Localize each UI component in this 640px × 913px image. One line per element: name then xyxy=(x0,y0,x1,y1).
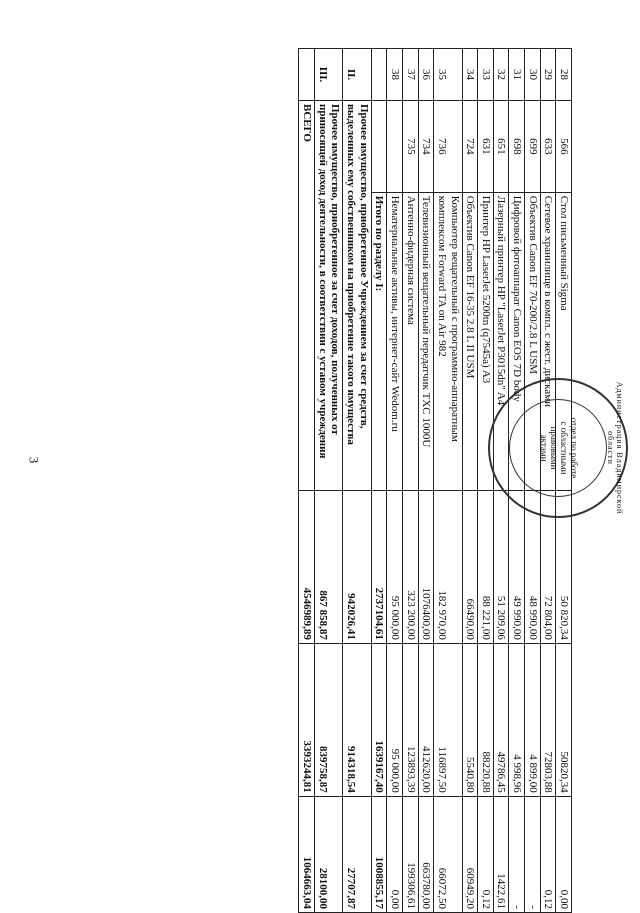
row-number: 32 xyxy=(493,49,509,101)
subtotal-a: 2737104,61 xyxy=(371,490,387,643)
total-label: ВСЕГО xyxy=(299,100,315,490)
asset-name: Принтер HP LaserJet 5200tn (q7545a) A3 xyxy=(478,192,494,490)
asset-name: Телевизионный вещательный передатчик TXC 1000U xyxy=(418,192,434,490)
asset-name: Компьютер вещательный с программно-аппаратным комплексом Forward TA on Air 982 xyxy=(434,192,462,490)
residual-value: 0,00 xyxy=(387,796,403,912)
asset-name: Нематериальные активы, интернет-сайт Wedom.ru xyxy=(387,192,403,490)
stamp-center xyxy=(509,399,607,497)
residual-value: 0,12 xyxy=(540,796,556,912)
residual-value: 1422,61 xyxy=(493,796,509,912)
inventory-number: 633 xyxy=(540,100,556,192)
total-c: 1064663,04 xyxy=(299,796,315,912)
row-number: 35 xyxy=(434,49,462,101)
cost-value: 323 200,00 xyxy=(402,490,418,643)
asset-name: Объектив Canon EF 70-200/2.8 L USM xyxy=(525,192,541,490)
section-3-row xyxy=(315,49,343,913)
cost-value: 50 820,34 xyxy=(556,490,572,643)
section-2-a: 942026,41 xyxy=(343,490,371,643)
section-2-c: 27707,87 xyxy=(343,796,371,912)
inventory-number xyxy=(387,100,403,192)
asset-name: Антенно-фидерная система xyxy=(402,192,418,490)
depreciation-value: 116897,50 xyxy=(434,643,462,796)
inventory-number: 566 xyxy=(556,100,572,192)
cost-value: 66490,00 xyxy=(462,490,478,643)
depreciation-value: 4 899,00 xyxy=(525,643,541,796)
cost-value: 51 209,06 xyxy=(493,490,509,643)
table-row xyxy=(402,49,418,913)
section-2-label: Прочее имущество, приобретенное Учреждением за счет средств, выделенных ему собственником на приобретение такого имущества xyxy=(343,100,371,490)
asset-name: Стол письменный Sigma xyxy=(556,192,572,490)
official-stamp xyxy=(488,378,628,518)
table-row xyxy=(462,49,478,913)
inventory-number: 735 xyxy=(402,100,418,192)
table-row xyxy=(418,49,434,913)
cost-value: 72 804,00 xyxy=(540,490,556,643)
subtotal-b: 1639167,40 xyxy=(371,643,387,796)
stamp-line-3: правовыми xyxy=(549,426,559,470)
subtotal-row xyxy=(371,49,387,913)
residual-value: 60949,20 xyxy=(462,796,478,912)
section-2-row xyxy=(343,49,371,913)
cost-value: 49 990,00 xyxy=(509,490,525,643)
page-number: 3 xyxy=(26,456,42,464)
depreciation-value: 95 000,00 xyxy=(387,643,403,796)
depreciation-value: 49786,45 xyxy=(493,643,509,796)
asset-name: Лазерный принтер HP "LaserJet P3015dn" A4 xyxy=(493,192,509,490)
section-3-b: 839758,87 xyxy=(315,643,343,796)
residual-value: 0,12 xyxy=(478,796,494,912)
depreciation-value: 412620,00 xyxy=(418,643,434,796)
row-number: 29 xyxy=(540,49,556,101)
section-3-label: Прочее имущество, приобретенное за счет доходов, полученных от приносящей доход деятельности, в соответствии с уставом учреждения xyxy=(315,100,343,490)
stamp-ring-text: Администрация Владимирской области xyxy=(606,381,624,515)
depreciation-value: 123893,39 xyxy=(402,643,418,796)
total-row xyxy=(299,49,315,913)
inventory-number: 736 xyxy=(434,100,462,192)
stamp-line-1: отдел по работе xyxy=(568,417,579,479)
cost-value: 88 221,00 xyxy=(478,490,494,643)
asset-name: Цифровой фотоаппарат Canon EOS 7D body xyxy=(509,192,525,490)
asset-name: Объектив Canon EF 16-35 2.8 L II USM xyxy=(462,192,478,490)
residual-value: 199306,61 xyxy=(402,796,418,912)
depreciation-value: 4 998,96 xyxy=(509,643,525,796)
residual-value: - xyxy=(509,796,525,912)
subtotal-c: 1008855,17 xyxy=(371,796,387,912)
row-number: 31 xyxy=(509,49,525,101)
table-row xyxy=(387,49,403,913)
row-number: 37 xyxy=(402,49,418,101)
row-number: 38 xyxy=(387,49,403,101)
depreciation-value: 88220,88 xyxy=(478,643,494,796)
row-number: 28 xyxy=(556,49,572,101)
section-3-number: III. xyxy=(315,49,343,101)
inventory-number: 631 xyxy=(478,100,494,192)
inventory-number: 699 xyxy=(525,100,541,192)
row-number: 30 xyxy=(525,49,541,101)
depreciation-value: 50820,34 xyxy=(556,643,572,796)
cost-value: 1076400,00 xyxy=(418,490,434,643)
residual-value: 0,00 xyxy=(556,796,572,912)
inventory-number: 651 xyxy=(493,100,509,192)
row-number: 33 xyxy=(478,49,494,101)
subtotal-label: Итого по разделу I: xyxy=(371,192,387,490)
inventory-number: 734 xyxy=(418,100,434,192)
depreciation-value: 72803,88 xyxy=(540,643,556,796)
section-2-b: 914318,54 xyxy=(343,643,371,796)
cost-value: 182 970,00 xyxy=(434,490,462,643)
cost-value: 95 000,00 xyxy=(387,490,403,643)
table-row xyxy=(434,49,462,913)
inventory-number: 698 xyxy=(509,100,525,192)
inventory-number: 724 xyxy=(462,100,478,192)
asset-name: Сетевое хранилище в компл. с жест. дисками xyxy=(540,192,556,490)
total-b: 3393244,81 xyxy=(299,643,315,796)
stamp-line-4: актами xyxy=(539,434,550,462)
depreciation-value: 5540,80 xyxy=(462,643,478,796)
cost-value: 48 990,00 xyxy=(525,490,541,643)
residual-value: 66072,50 xyxy=(434,796,462,912)
row-number: 36 xyxy=(418,49,434,101)
stamp-line-2: с областными xyxy=(558,421,569,475)
section-3-a: 867 858,87 xyxy=(315,490,343,643)
table-row xyxy=(478,49,494,913)
section-2-number: II. xyxy=(343,49,371,101)
section-3-c: 28100,00 xyxy=(315,796,343,912)
total-a: 4546989,89 xyxy=(299,490,315,643)
residual-value: 663780,00 xyxy=(418,796,434,912)
residual-value: - xyxy=(525,796,541,912)
row-number: 34 xyxy=(462,49,478,101)
